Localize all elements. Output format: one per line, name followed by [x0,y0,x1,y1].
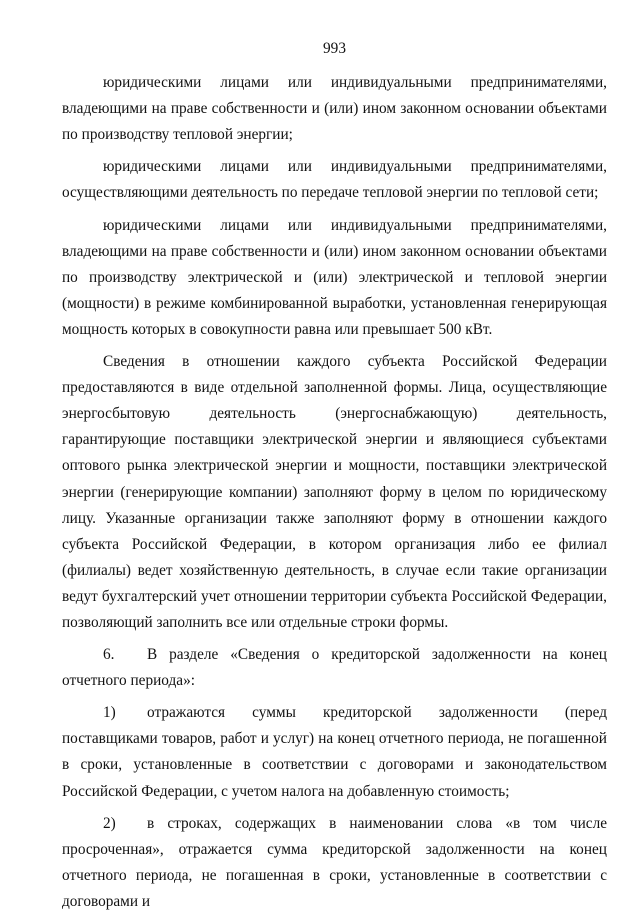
subitem-1-text: отражаются суммы кредиторской задолженности (перед поставщиками товаров, работ и услуг) на конец отчетного периода, не погашенной в сроки, установленные в соответствии с договорами и законодательством Российской Федерации, с учетом налога на добавленную стоимость; [62,704,607,800]
paragraph-heat-transmission: юридическими лицами или индивидуальными предпринимателями, осуществляющими деятельность по передаче тепловой энергии по тепловой сети; [62,158,607,202]
item-6-text: В разделе «Сведения о кредиторской задолженности на конец отчетного периода»: [62,646,607,690]
subitem-2-text: в строках, содержащих в наименовании слова «в том числе просроченная», отражается сумма кредиторской задолженности на конец отчетного периода, не погашенная в сроки, установленные в соответствии с договорами и [62,814,607,910]
paragraph-heat-producers: юридическими лицами или индивидуальными предпринимателями, владеющими на праве собственности и (или) ином законном основании объектами по производству тепловой энергии; [62,74,607,144]
page-number: 993 [323,40,346,57]
item-6 [62,642,607,694]
subitem-1 [62,700,607,804]
paragraph-combined-generation: юридическими лицами или индивидуальными предпринимателями, владеющими на праве собственности и (или) ином законном основании объектами по производству электрической и (или) электрической и тепловой энергии (мощности) в режиме комбинированной выработки, установленная генерирующая мощность которых в совокупности равна или превышает 500 кВт. [62,216,607,338]
subitem-2-number: 2) [103,814,116,832]
item-6-number: 6. [103,646,115,664]
subitem-2 [62,811,607,915]
paragraph-subject-information: Сведения в отношении каждого субъекта Российской Федерации предоставляются в виде отдельной заполненной формы. Лица, осуществляющие энергосбытовую деятельность (энергоснабжающую) деятельность, гарантирующие поставщики электрической энергии и являющиеся субъектами оптового рынка электрической энергии и мощности, поставщики электрической энергии (генерирующие компании) заполняют форму в целом по юридическому лицу. Указанные организации также заполняют форму в отношении каждого субъекта Российской Федерации, в котором организация либо ее филиал (филиалы) ведет хозяйственную деятельность, в случае если такие организации ведут бухгалтерский учет отношении территории субъекта Российской Федерации, позволяющий заполнить все или отдельные строки формы. [62,353,607,631]
subitem-1-number: 1) [103,704,116,722]
